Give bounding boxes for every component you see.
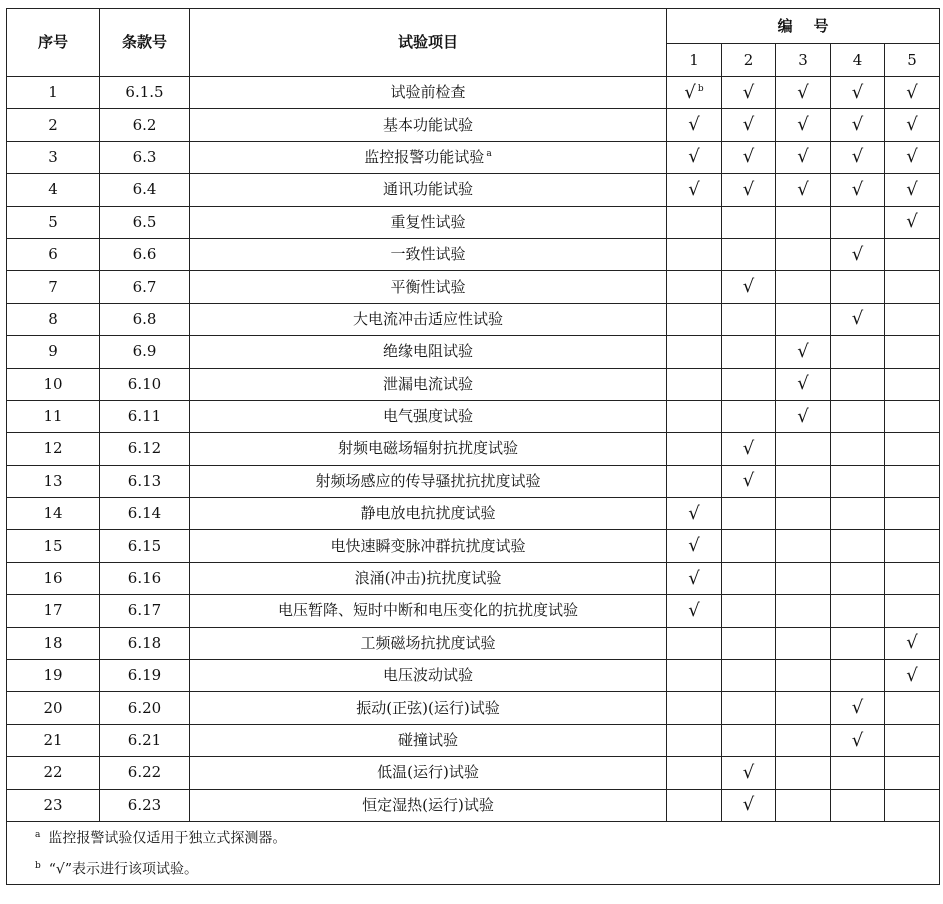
item-label: 低温(运行)试验 (377, 763, 479, 782)
clause-cell: 6.7 (100, 271, 190, 303)
item-label: 静电放电抗扰度试验 (360, 504, 496, 523)
seq-cell: 6 (7, 238, 100, 270)
check-cell-4 (831, 174, 885, 206)
check-cell-3 (776, 660, 831, 692)
clause-cell: 6.18 (100, 627, 190, 659)
table-row (7, 465, 940, 497)
check-mark: √ (797, 405, 809, 427)
table-row (7, 303, 940, 335)
check-cell-5 (885, 141, 940, 173)
footnote-b: $^b$ “√”表示进行该项试验。 (35, 860, 199, 878)
seq-cell: 22 (7, 757, 100, 789)
check-cell-5 (885, 400, 940, 432)
check-cell-1 (667, 303, 722, 335)
clause-cell: 6.15 (100, 530, 190, 562)
clause-cell: 6.8 (100, 303, 190, 335)
check-cell-4 (831, 77, 885, 109)
check-cell-4 (831, 368, 885, 400)
check-cell-3 (776, 141, 831, 173)
check-cell-2 (722, 498, 776, 530)
item-cell (190, 498, 667, 530)
check-mark: √ (742, 146, 755, 168)
check-cell-3 (776, 174, 831, 206)
check-cell-2 (722, 141, 776, 173)
item-label: 大电流冲击适应性试验 (352, 309, 503, 328)
check-cell-3 (776, 724, 831, 756)
check-cell-2 (722, 400, 776, 432)
clause-cell: 6.12 (100, 433, 190, 465)
check-cell-1 (667, 627, 722, 659)
check-cell-2 (722, 627, 776, 659)
check-cell-3 (776, 271, 831, 303)
item-cell (190, 595, 667, 627)
check-mark: √ (684, 81, 696, 103)
table-row (7, 433, 940, 465)
check-cell-5 (885, 660, 940, 692)
check-cell-4 (831, 757, 885, 789)
check-cell-4 (831, 660, 885, 692)
check-cell-2 (722, 77, 776, 109)
check-cell-1 (667, 400, 722, 432)
check-mark: √ (742, 470, 755, 492)
check-cell-2 (722, 465, 776, 497)
item-cell (190, 368, 667, 400)
seq-cell: 7 (7, 271, 100, 303)
item-label: 基本功能试验 (382, 115, 473, 134)
check-cell-2 (722, 109, 776, 141)
check-mark: √ (851, 146, 864, 168)
table-row (7, 692, 940, 724)
check-cell-1 (667, 141, 722, 173)
check-cell-5 (885, 692, 940, 724)
check-cell-1 (667, 271, 722, 303)
check-cell-5 (885, 530, 940, 562)
check-cell-4 (831, 336, 885, 368)
check-cell-2 (722, 530, 776, 562)
seq-cell: 21 (7, 724, 100, 756)
check-cell-3 (776, 238, 831, 270)
item-cell (190, 141, 667, 173)
item-cell (190, 724, 667, 756)
table-row (7, 530, 940, 562)
table-row (7, 336, 940, 368)
check-cell-1 (667, 77, 722, 109)
header-num-5: 5 (885, 44, 940, 77)
item-label: 电快速瞬变脉冲群抗扰度试验 (330, 536, 526, 555)
table-row (7, 141, 940, 173)
check-mark: √ (688, 535, 700, 557)
header-num-1: 1 (667, 44, 722, 77)
check-cell-1 (667, 530, 722, 562)
check-cell-1 (667, 692, 722, 724)
check-cell-5 (885, 303, 940, 335)
clause-cell: 6.16 (100, 562, 190, 594)
check-mark: √ (797, 340, 809, 362)
check-mark: √ (851, 308, 864, 330)
footnote-a: $^a$ 监控报警试验仅适用于独立式探测器。 (35, 830, 287, 847)
check-cell-1 (667, 465, 722, 497)
seq-cell: 17 (7, 595, 100, 627)
item-label: 浪涌(冲击)抗扰度试验 (354, 569, 502, 588)
check-cell-5 (885, 271, 940, 303)
check-cell-3 (776, 433, 831, 465)
seq-cell: 23 (7, 789, 100, 821)
check-cell-4 (831, 789, 885, 821)
check-cell-3 (776, 562, 831, 594)
seq-cell: 8 (7, 303, 100, 335)
item-label: 试验前检查 (390, 83, 466, 102)
check-cell-3 (776, 400, 831, 432)
seq-cell: 18 (7, 627, 100, 659)
clause-cell: 6.10 (100, 368, 190, 400)
item-cell (190, 303, 667, 335)
item-cell (190, 692, 667, 724)
table-row (7, 627, 940, 659)
clause-cell: 6.20 (100, 692, 190, 724)
seq-cell: 3 (7, 141, 100, 173)
clause-cell: 6.21 (100, 724, 190, 756)
item-label: 一致性试验 (390, 245, 466, 264)
item-label: 恒定湿热(运行)试验 (362, 795, 494, 814)
check-cell-5 (885, 433, 940, 465)
item-cell (190, 336, 667, 368)
check-cell-3 (776, 465, 831, 497)
seq-cell: 2 (7, 109, 100, 141)
check-mark: √ (797, 81, 809, 103)
item-cell (190, 433, 667, 465)
check-cell-5 (885, 238, 940, 270)
table-row (7, 206, 940, 238)
check-cell-5 (885, 724, 940, 756)
check-cell-1 (667, 757, 722, 789)
check-cell-3 (776, 627, 831, 659)
check-cell-5 (885, 562, 940, 594)
check-cell-4 (831, 109, 885, 141)
item-label: 监控报警功能试验 (364, 147, 485, 166)
item-cell (190, 174, 667, 206)
header-num-3: 3 (776, 44, 831, 77)
clause-cell: 6.9 (100, 336, 190, 368)
check-cell-1 (667, 433, 722, 465)
item-label: 振动(正弦)(运行)试验 (356, 698, 500, 717)
check-cell-3 (776, 595, 831, 627)
table-row (7, 595, 940, 627)
check-cell-1 (667, 724, 722, 756)
check-cell-2 (722, 789, 776, 821)
seq-cell: 16 (7, 562, 100, 594)
check-mark: √ (906, 81, 918, 103)
clause-cell: 6.17 (100, 595, 190, 627)
check-cell-1 (667, 174, 722, 206)
check-cell-2 (722, 174, 776, 206)
item-cell (190, 660, 667, 692)
header-num-2: 2 (722, 44, 776, 77)
check-cell-2 (722, 368, 776, 400)
table-row (7, 498, 940, 530)
clause-cell: 6.13 (100, 465, 190, 497)
clause-cell: 6.2 (100, 109, 190, 141)
table-row (7, 757, 940, 789)
item-label: 电压波动试验 (382, 666, 473, 685)
check-mark: √ (688, 502, 700, 524)
item-cell (190, 238, 667, 270)
item-label: 通讯功能试验 (382, 180, 473, 199)
check-cell-4 (831, 303, 885, 335)
clause-cell: 6.6 (100, 238, 190, 270)
check-cell-2 (722, 595, 776, 627)
check-cell-5 (885, 77, 940, 109)
check-cell-3 (776, 692, 831, 724)
check-cell-1 (667, 206, 722, 238)
check-cell-3 (776, 368, 831, 400)
item-cell (190, 757, 667, 789)
check-cell-5 (885, 789, 940, 821)
seq-cell: 20 (7, 692, 100, 724)
seq-cell: 12 (7, 433, 100, 465)
item-cell (190, 465, 667, 497)
item-label: 工频磁场抗扰度试验 (360, 633, 496, 652)
check-cell-3 (776, 206, 831, 238)
item-cell (190, 789, 667, 821)
check-cell-4 (831, 271, 885, 303)
check-cell-2 (722, 692, 776, 724)
header-num-4: 4 (831, 44, 885, 77)
table-row (7, 77, 940, 109)
check-mark: √ (742, 794, 755, 816)
check-cell-1 (667, 498, 722, 530)
check-cell-2 (722, 303, 776, 335)
seq-cell: 5 (7, 206, 100, 238)
check-cell-5 (885, 757, 940, 789)
check-mark: √ (906, 664, 918, 686)
clause-cell: 6.5 (100, 206, 190, 238)
table-row (7, 238, 940, 270)
check-cell-1 (667, 368, 722, 400)
check-cell-4 (831, 465, 885, 497)
header-item: 试验项目 (190, 9, 667, 77)
check-mark: √ (797, 146, 809, 168)
footnote-ref: b (697, 83, 704, 94)
check-mark: √ (688, 599, 700, 621)
check-cell-3 (776, 789, 831, 821)
table-row (7, 174, 940, 206)
check-mark: √ (851, 114, 864, 136)
check-cell-2 (722, 433, 776, 465)
check-mark: √ (906, 146, 918, 168)
check-cell-1 (667, 595, 722, 627)
check-cell-3 (776, 303, 831, 335)
footnote-ref: a (486, 148, 492, 159)
seq-cell: 19 (7, 660, 100, 692)
check-cell-1 (667, 238, 722, 270)
check-mark: √ (851, 178, 864, 200)
item-label: 射频电磁场辐射抗扰度试验 (337, 439, 518, 458)
check-cell-2 (722, 206, 776, 238)
clause-cell: 6.22 (100, 757, 190, 789)
check-mark: √ (742, 276, 755, 298)
check-mark: √ (742, 114, 755, 136)
item-label: 碰撞试验 (397, 731, 458, 749)
check-mark: √ (851, 243, 864, 265)
check-cell-1 (667, 789, 722, 821)
item-label: 电压暂降、短时中断和电压变化的抗扰度试验 (277, 601, 578, 620)
item-label: 平衡性试验 (390, 277, 466, 296)
header-clause: 条款号 (100, 9, 190, 77)
seq-cell: 13 (7, 465, 100, 497)
check-cell-4 (831, 498, 885, 530)
table-row (7, 562, 940, 594)
seq-cell: 4 (7, 174, 100, 206)
check-cell-4 (831, 238, 885, 270)
check-cell-1 (667, 562, 722, 594)
item-cell (190, 271, 667, 303)
check-cell-1 (667, 660, 722, 692)
check-cell-3 (776, 336, 831, 368)
check-mark: √ (797, 373, 809, 395)
check-cell-5 (885, 498, 940, 530)
check-mark: √ (851, 697, 864, 719)
item-label: 射频场感应的传导骚扰抗扰度试验 (315, 471, 541, 490)
clause-cell: 6.14 (100, 498, 190, 530)
check-mark: √ (688, 178, 700, 200)
check-cell-1 (667, 109, 722, 141)
clause-cell: 6.4 (100, 174, 190, 206)
check-cell-3 (776, 757, 831, 789)
clause-cell: 6.11 (100, 400, 190, 432)
check-cell-5 (885, 627, 940, 659)
header-number-group: 编 号 (667, 9, 940, 44)
check-mark: √ (906, 114, 918, 136)
item-label: 绝缘电阻试验 (382, 342, 473, 361)
table-row (7, 724, 940, 756)
check-cell-4 (831, 692, 885, 724)
check-cell-4 (831, 206, 885, 238)
table-row (7, 109, 940, 141)
clause-cell: 6.1.5 (100, 77, 190, 109)
item-cell (190, 206, 667, 238)
header-seq: 序号 (7, 9, 100, 77)
check-cell-5 (885, 465, 940, 497)
seq-cell: 11 (7, 400, 100, 432)
check-cell-3 (776, 498, 831, 530)
check-cell-5 (885, 206, 940, 238)
check-cell-4 (831, 627, 885, 659)
check-mark: √ (688, 146, 700, 168)
check-cell-4 (831, 530, 885, 562)
item-cell (190, 77, 667, 109)
seq-cell: 14 (7, 498, 100, 530)
table-row (7, 368, 940, 400)
check-cell-2 (722, 724, 776, 756)
item-label: 电气强度试验 (382, 407, 473, 426)
check-cell-2 (722, 660, 776, 692)
check-cell-5 (885, 336, 940, 368)
table-row (7, 660, 940, 692)
check-mark: √ (851, 81, 864, 103)
check-cell-4 (831, 724, 885, 756)
check-cell-2 (722, 336, 776, 368)
check-cell-4 (831, 141, 885, 173)
check-cell-4 (831, 433, 885, 465)
check-cell-3 (776, 77, 831, 109)
item-cell (190, 627, 667, 659)
item-cell (190, 530, 667, 562)
check-cell-5 (885, 174, 940, 206)
item-cell (190, 400, 667, 432)
table-row (7, 789, 940, 821)
footnotes (7, 821, 940, 884)
check-cell-3 (776, 109, 831, 141)
clause-cell: 6.3 (100, 141, 190, 173)
item-cell (190, 109, 667, 141)
table-row (7, 271, 940, 303)
clause-cell: 6.23 (100, 789, 190, 821)
check-cell-2 (722, 757, 776, 789)
test-items-table (6, 8, 940, 885)
check-cell-3 (776, 530, 831, 562)
check-cell-5 (885, 109, 940, 141)
item-label: 泄漏电流试验 (382, 374, 473, 393)
seq-cell: 15 (7, 530, 100, 562)
check-mark: √ (851, 729, 864, 751)
check-cell-5 (885, 368, 940, 400)
seq-cell: 10 (7, 368, 100, 400)
check-mark: √ (906, 632, 918, 654)
check-cell-2 (722, 238, 776, 270)
check-cell-2 (722, 562, 776, 594)
item-label: 重复性试验 (390, 212, 466, 231)
check-mark: √ (797, 114, 809, 136)
check-mark: √ (742, 178, 755, 200)
seq-cell: 1 (7, 77, 100, 109)
check-mark: √ (797, 178, 809, 200)
check-mark: √ (688, 114, 700, 136)
check-cell-4 (831, 400, 885, 432)
check-mark: √ (742, 437, 755, 459)
check-cell-4 (831, 562, 885, 594)
check-cell-2 (722, 271, 776, 303)
check-cell-1 (667, 336, 722, 368)
check-mark: √ (906, 211, 918, 233)
clause-cell: 6.19 (100, 660, 190, 692)
check-mark: √ (742, 761, 755, 783)
check-mark: √ (742, 81, 755, 103)
check-mark: √ (906, 178, 918, 200)
seq-cell: 9 (7, 336, 100, 368)
item-cell (190, 562, 667, 594)
check-cell-4 (831, 595, 885, 627)
check-mark: √ (688, 567, 700, 589)
check-cell-5 (885, 595, 940, 627)
table-row (7, 400, 940, 432)
